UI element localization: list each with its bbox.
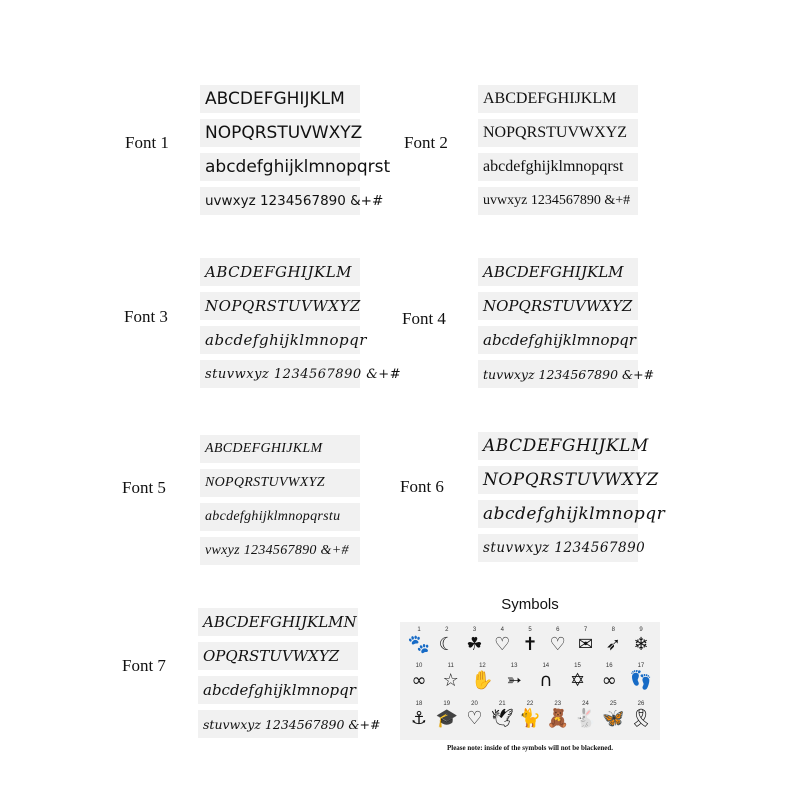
font-2-line-1: ABCDEFGHIJKLM	[478, 85, 638, 113]
cat-icon: 🐈	[518, 708, 542, 729]
teddy-bear-icon: 🧸	[546, 708, 569, 729]
symbol-cell	[469, 662, 495, 692]
symbol-cell	[600, 700, 626, 730]
symbol-cell	[434, 700, 460, 730]
symbol-number: 6	[556, 627, 560, 633]
symbol-number: 13	[510, 663, 518, 669]
font-3-line-4: stuvwxyz 1234567890 &+#	[200, 360, 360, 388]
symbol-number: 7	[583, 627, 588, 633]
symbol-number: 1	[417, 627, 421, 633]
font-5-line-1: ABCDEFGHIJKLM	[200, 435, 360, 463]
symbol-cell	[573, 626, 599, 656]
star-icon: ☆	[442, 670, 459, 691]
symbol-number: 19	[443, 701, 451, 707]
symbol-number: 25	[609, 701, 617, 707]
symbol-cell	[628, 700, 654, 730]
butterfly-icon: 🦋	[602, 708, 625, 729]
symbol-number: 26	[637, 701, 645, 707]
clover-icon: ☘	[466, 634, 483, 655]
symbols-row-2	[406, 662, 654, 692]
font-2-label: Font 2	[404, 133, 448, 152]
font-1-label: Font 1	[125, 133, 169, 152]
symbols-row-3	[406, 700, 654, 730]
font-3-line-1: ABCDEFGHIJKLM	[200, 258, 360, 286]
symbol-cell	[434, 626, 460, 656]
symbol-cell	[406, 700, 432, 730]
symbol-cell	[462, 626, 488, 656]
symbol-number: 10	[415, 663, 423, 669]
symbol-number: 8	[611, 627, 615, 633]
paw-icon: 🐾	[407, 634, 431, 655]
heart-outline-icon: ♡	[494, 634, 511, 655]
font-4-line-2: NOPQRSTUVWXYZ	[478, 292, 638, 320]
font-7-line-3: abcdefghijklmnopqr	[198, 676, 358, 704]
font-4-sample	[478, 258, 655, 388]
font-3-label: Font 3	[124, 307, 168, 326]
font-4-line-1: ABCDEFGHIJKLM	[478, 258, 638, 286]
symbol-cell	[489, 626, 515, 656]
font-5-line-3: abcdefghijklmnopqrstu	[200, 503, 360, 531]
infinity-heart-icon: ∞	[601, 670, 617, 691]
symbol-number: 5	[528, 627, 532, 633]
symbol-cell	[596, 662, 622, 692]
heart-outline-icon: ♡	[549, 634, 566, 655]
rabbit-icon: 🐇	[574, 708, 597, 729]
font-4-line-3: abcdefghijklmnopqr	[478, 326, 638, 354]
ribbon-icon: 🎗	[629, 708, 653, 729]
font-6-line-2: NOPQRSTUVWXYZ	[478, 466, 638, 494]
font-5-sample	[200, 435, 360, 565]
font-2-line-3: abcdefghijklmnopqrst	[478, 153, 638, 181]
symbol-number: 12	[479, 663, 486, 669]
font-6-line-1: ABCDEFGHIJKLM	[478, 432, 638, 460]
symbol-cell	[600, 626, 626, 656]
horseshoe-icon: ∩	[539, 670, 553, 691]
symbol-number: 24	[582, 701, 589, 707]
font-6-label: Font 6	[400, 477, 444, 496]
font-2-line-2: NOPQRSTUVWXYZ	[478, 119, 638, 147]
symbols-title: Symbols	[501, 596, 559, 613]
symbol-number: 17	[637, 663, 645, 669]
font-7-sample	[198, 608, 381, 738]
heart-outline-icon: ♡	[466, 708, 483, 729]
footprint-icon: 👣	[629, 670, 653, 691]
symbol-cell	[545, 626, 571, 656]
symbol-cell	[573, 700, 599, 730]
symbol-number: 9	[639, 627, 643, 633]
symbol-cell	[489, 700, 515, 730]
symbol-cell	[438, 662, 464, 692]
symbol-cell	[517, 700, 543, 730]
font-4-label: Font 4	[402, 309, 446, 328]
symbol-number: 15	[574, 663, 581, 669]
font-6-line-4: stuvwxyz 1234567890	[478, 534, 638, 562]
symbol-cell	[533, 662, 559, 692]
font-7-line-2: OPQRSTUVWXYZ	[198, 642, 358, 670]
symbol-cell	[517, 626, 543, 656]
love-hand-icon: ✋	[471, 670, 494, 691]
graduation-cap-icon: 🎓	[435, 708, 458, 729]
symbol-cell	[406, 626, 432, 656]
symbol-number: 22	[526, 701, 534, 707]
infinity-icon: ∞	[411, 670, 427, 691]
symbol-cell	[501, 662, 527, 692]
font-1-sample	[200, 85, 391, 215]
font-6-sample	[478, 432, 666, 562]
font-5-label: Font 5	[122, 478, 166, 497]
font-7-line-1: ABCDEFGHIJKLMN	[198, 608, 358, 636]
arrow-icon: ➳	[506, 670, 522, 691]
bird-icon: 🕊	[490, 708, 514, 729]
font-3-line-3: abcdefghijklmnopqr	[200, 326, 360, 354]
font-7-label: Font 7	[122, 656, 166, 675]
anchor-icon: ⚓	[410, 708, 428, 729]
symbol-cell	[462, 700, 488, 730]
font-6-line-3: abcdefghijklmnopqr	[478, 500, 638, 528]
font-4-line-4: tuvwxyz 1234567890 &+#	[478, 360, 638, 388]
symbol-number: 18	[415, 701, 423, 707]
star-of-david-icon: ✡	[569, 670, 586, 691]
font-2-line-4: uvwxyz 1234567890 &+#	[478, 187, 638, 215]
font-5-line-2: NOPQRSTUVWXYZ	[200, 469, 360, 497]
snowflake-icon: ❄	[633, 634, 649, 655]
symbol-cell	[565, 662, 591, 692]
moon-icon: ☾	[438, 634, 455, 655]
font-1-line-2: NOPQRSTUVWXYZ	[200, 119, 360, 147]
font-2-sample	[478, 85, 638, 215]
symbol-number: 23	[554, 701, 562, 707]
font-7-line-4: stuvwxyz 1234567890 &+#	[198, 710, 358, 738]
symbol-number: 4	[500, 627, 504, 633]
symbol-cell	[628, 626, 654, 656]
font-3-line-2: NOPQRSTUVWXYZ	[200, 292, 360, 320]
symbol-number: 16	[605, 663, 613, 669]
symbol-number: 3	[472, 627, 477, 633]
symbol-number: 2	[445, 627, 449, 633]
symbol-cell	[545, 700, 571, 730]
font-1-line-1: ABCDEFGHIJKLM	[200, 85, 360, 113]
font-1-line-3: abcdefghijklmnopqrst	[200, 153, 360, 181]
font-1-line-4: uvwxyz 1234567890 &+#	[200, 187, 360, 215]
symbols-panel	[400, 622, 660, 740]
font-3-sample	[200, 258, 402, 388]
symbol-number: 14	[542, 663, 550, 669]
symbol-number: 20	[471, 701, 478, 707]
symbol-cell	[628, 662, 654, 692]
heart-arrow-icon: ➶	[605, 634, 621, 655]
symbol-number: 11	[447, 663, 454, 669]
symbol-cell	[406, 662, 432, 692]
font-5-line-4: vwxyz 1234567890 &+#	[200, 537, 360, 565]
envelope-icon: ✉	[577, 634, 594, 655]
symbols-note: Please note: inside of the symbols will not be blackened.	[446, 744, 614, 752]
cross-icon: ✝	[522, 634, 538, 655]
symbol-number: 21	[498, 701, 506, 707]
symbols-row-1	[406, 626, 654, 656]
